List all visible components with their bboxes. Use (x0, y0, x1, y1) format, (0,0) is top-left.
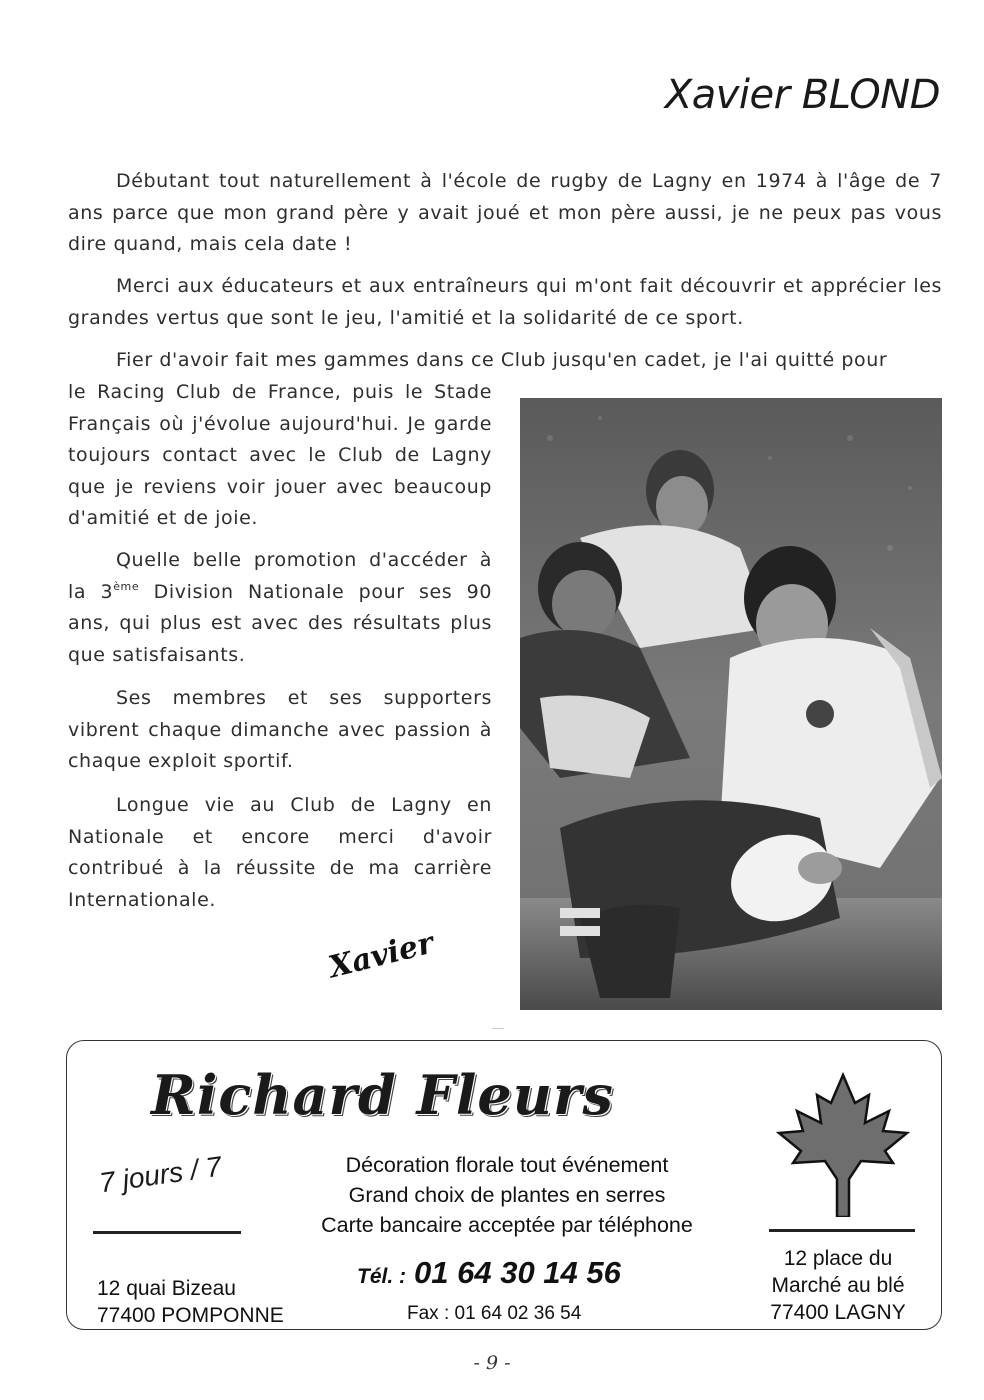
ad-service-line-3: Carte bancaire acceptée par téléphone (321, 1213, 693, 1237)
signature: Xavier (325, 925, 438, 986)
paragraph-career: le Racing Club de France, puis le Stade Français où j'évolue aujourd'hui. Je garde toujours contact avec le Club de Lagny que je reviens voir jouer avec beaucoup d'amitié et de joie. (68, 381, 492, 529)
rugby-photo-drawing (520, 398, 942, 1010)
maple-leaf-icon (773, 1067, 913, 1217)
paragraph-career-lead-text: Fier d'avoir fait mes gammes dans ce Club jusqu'en cadet, je l'ai quitté pour (116, 349, 888, 371)
ad-address-pomponne-city: 77400 POMPONNE (97, 1304, 284, 1327)
page-number: - 9 - (473, 1352, 511, 1374)
ad-fax: Fax : 01 64 02 36 54 (407, 1303, 582, 1324)
promotion-text-a: Quelle belle promotion d'accéder à la 3 (68, 549, 492, 603)
ad-telephone-label: Tél. : (357, 1265, 407, 1288)
ad-service-line-1: Décoration florale tout événement (345, 1153, 669, 1177)
divider-mark (492, 1028, 504, 1029)
promotion-text-b: Division Nationale pour ses 90 ans, qui plus est avec des résultats plus que satisfaisants. (68, 580, 493, 666)
paragraph-thanks-text: Merci aux éducateurs et aux entraîneurs qui m'ont fait découvrir et apprécier les grandes vertus que sont le jeu, l'amitié et la solidarité de ce sport. (68, 275, 942, 329)
advertisement-box (66, 1040, 942, 1330)
ad-address-pomponne (97, 1275, 284, 1329)
paragraph-closing-text: Longue vie au Club de Lagny en Nationale et encore merci d'avoir contribué à la réussite de ma carrière Internationale. (68, 794, 492, 911)
paragraph-promotion (68, 545, 492, 671)
paragraph-supporters-text: Ses membres et ses supporters vibrent chaque dimanche avec passion à chaque exploit sportif. (68, 687, 492, 772)
paragraph-closing (68, 790, 492, 916)
page-title: Xavier BLOND (664, 72, 940, 118)
paragraph-thanks (68, 271, 942, 334)
ad-telephone-number: 01 64 30 14 56 (414, 1255, 621, 1290)
ad-address-lagny (757, 1245, 919, 1326)
paragraph-intro (68, 166, 942, 261)
ad-address-lagny-line-2: Marché au blé (771, 1274, 905, 1297)
paragraph-intro-text: Débutant tout naturellement à l'école de rugby de Lagny en 1974 à l'âge de 7 ans parce que mon grand père y avait joué et mon père aussi, je ne peux pas vous dire quand, mais cela date ! (68, 170, 942, 255)
ad-address-pomponne-street: 12 quai Bizeau (97, 1277, 236, 1300)
ad-brand-name: Richard Fleurs (151, 1063, 614, 1127)
ad-rule-left (93, 1231, 241, 1234)
rugby-photo (520, 398, 942, 1010)
paragraph-supporters (68, 683, 492, 778)
ad-service-line-2: Grand choix de plantes en serres (348, 1183, 666, 1207)
ad-address-lagny-line-3: 77400 LAGNY (770, 1301, 906, 1324)
promotion-superscript: ème (113, 579, 140, 593)
ad-rule-right (769, 1229, 915, 1232)
ad-telephone (357, 1255, 657, 1291)
paragraph-career-lead (68, 345, 942, 377)
ad-opening-days: 7 jours / 7 (97, 1150, 224, 1199)
ad-address-lagny-line-1: 12 place du (783, 1247, 893, 1270)
